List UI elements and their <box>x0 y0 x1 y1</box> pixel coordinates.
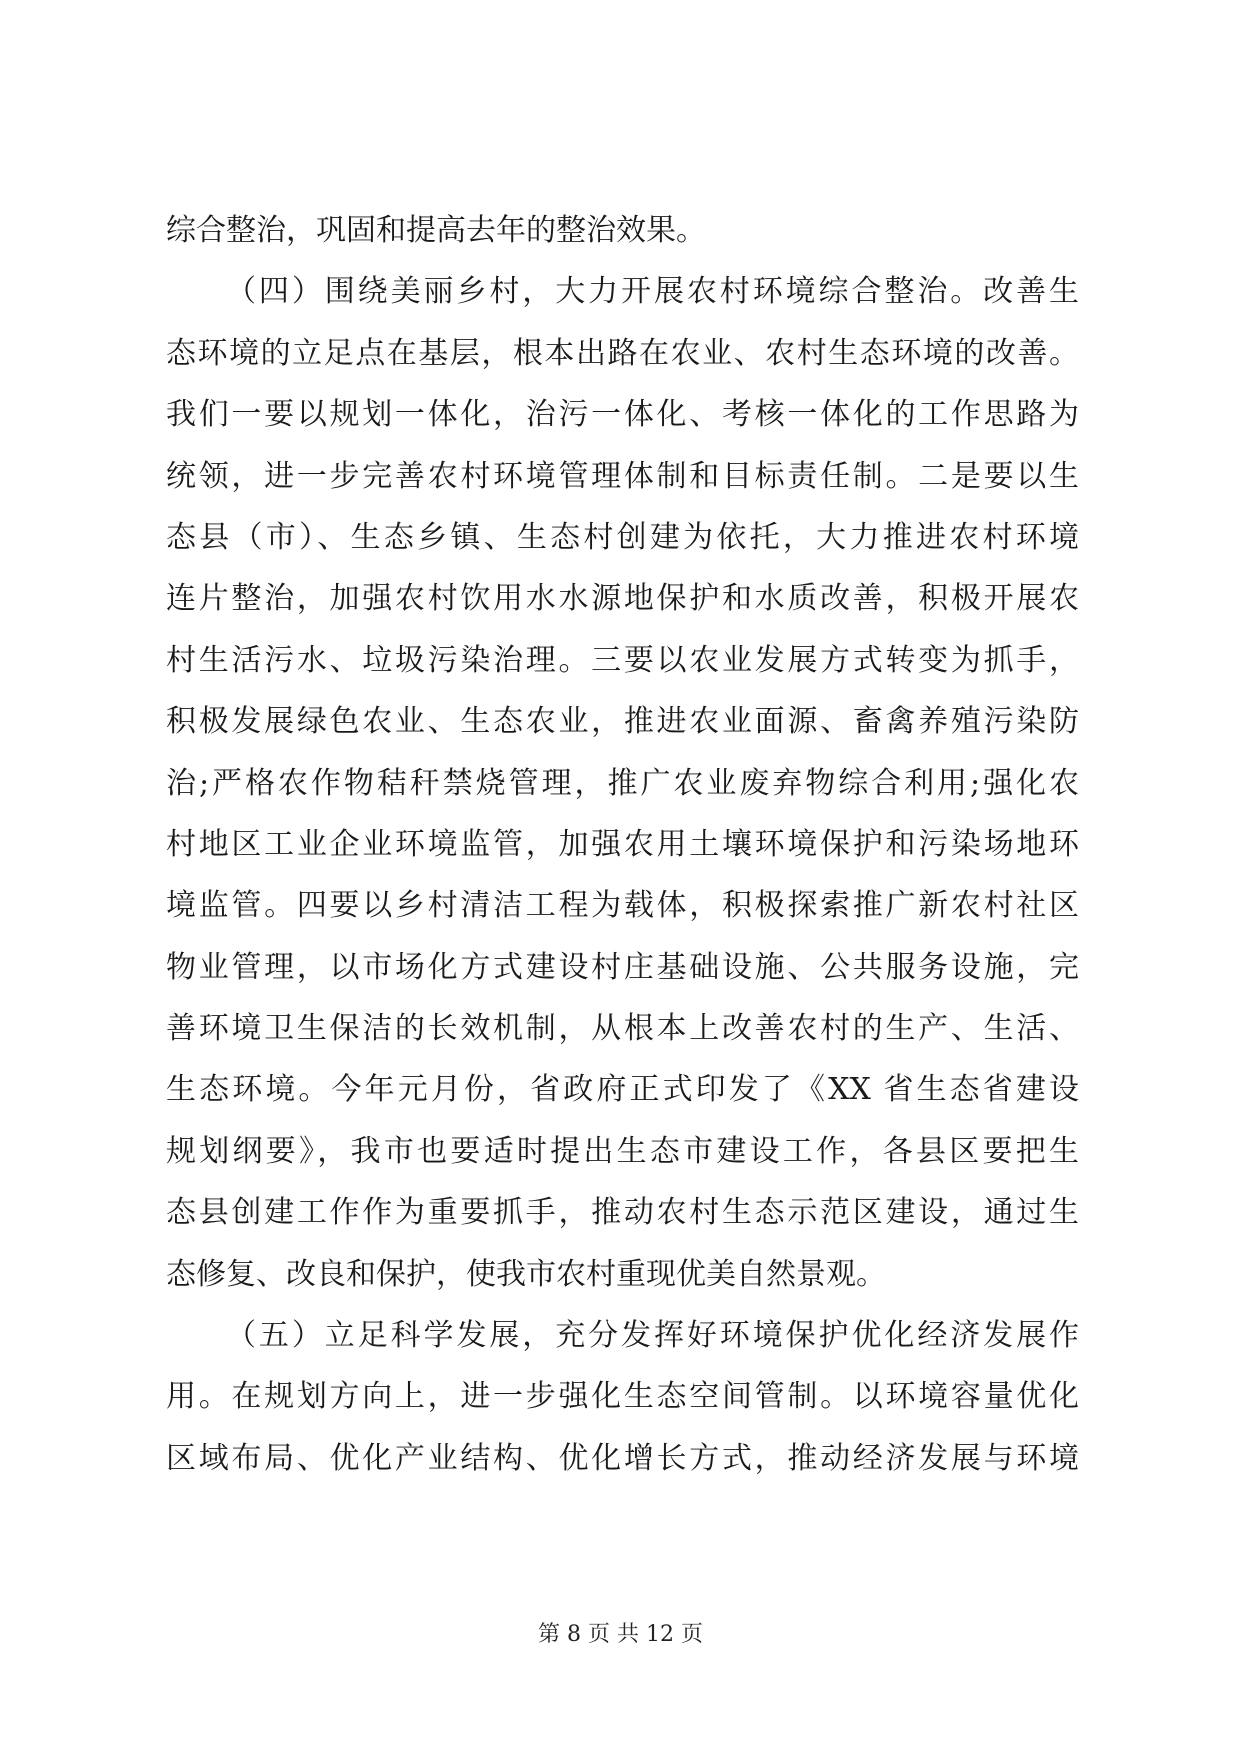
document-body <box>166 200 1079 1489</box>
text-line: 村地区工业企业环境监管，加强农用土壤环境保护和污染场地环 <box>166 826 1079 862</box>
text-line: 用。在规划方向上，进一步强化生态空间管制。以环境容量优化 <box>166 1379 1079 1415</box>
text-line: 积极发展绿色农业、生态农业，推进农业面源、畜禽养殖污染防 <box>166 704 1079 740</box>
text-line: 村生活污水、垃圾污染治理。三要以农业发展方式转变为抓手， <box>166 642 1079 678</box>
text-line: 生态环境。今年元月份，省政府正式印发了《XX 省生态省建设 <box>166 1072 1079 1108</box>
text-line: 我们一要以规划一体化，治污一体化、考核一体化的工作思路为 <box>166 397 1079 433</box>
text-line: 综合整治，巩固和提高去年的整治效果。 <box>166 213 706 248</box>
text-line: 境监管。四要以乡村清洁工程为载体，积极探索推广新农村社区 <box>166 888 1079 924</box>
text-line: 治;严格农作物秸秆禁烧管理，推广农业废弃物综合利用;强化农 <box>166 765 1079 801</box>
text-line: 连片整治，加强农村饮用水水源地保护和水质改善，积极开展农 <box>166 581 1079 617</box>
text-line: 规划纲要》，我市也要适时提出生态市建设工作，各县区要把生 <box>166 1133 1079 1169</box>
text-line: 态县创建工作作为重要抓手，推动农村生态示范区建设，通过生 <box>166 1195 1079 1231</box>
page-number-footer: 第 8 页 共 12 页 <box>538 1622 703 1647</box>
text-line: （五）立足科学发展，充分发挥好环境保护优化经济发展作 <box>226 1318 1079 1354</box>
text-line: 态环境的立足点在基层，根本出路在农业、农村生态环境的改善。 <box>166 335 1079 371</box>
text-line: 物业管理，以市场化方式建设村庄基础设施、公共服务设施，完 <box>166 949 1079 985</box>
text-line: 态修复、改良和保护，使我市农村重现优美自然景观。 <box>166 1256 886 1292</box>
text-line: （四）围绕美丽乡村，大力开展农村环境综合整治。改善生 <box>226 274 1079 310</box>
text-line: 态县（市）、生态乡镇、生态村创建为依托，大力推进农村环境 <box>166 519 1079 555</box>
text-line: 统领，进一步完善农村环境管理体制和目标责任制。二是要以生 <box>166 458 1079 494</box>
text-line: 区域布局、优化产业结构、优化增长方式，推动经济发展与环境 <box>166 1440 1079 1476</box>
text-line: 善环境卫生保洁的长效机制，从根本上改善农村的生产、生活、 <box>166 1011 1079 1047</box>
